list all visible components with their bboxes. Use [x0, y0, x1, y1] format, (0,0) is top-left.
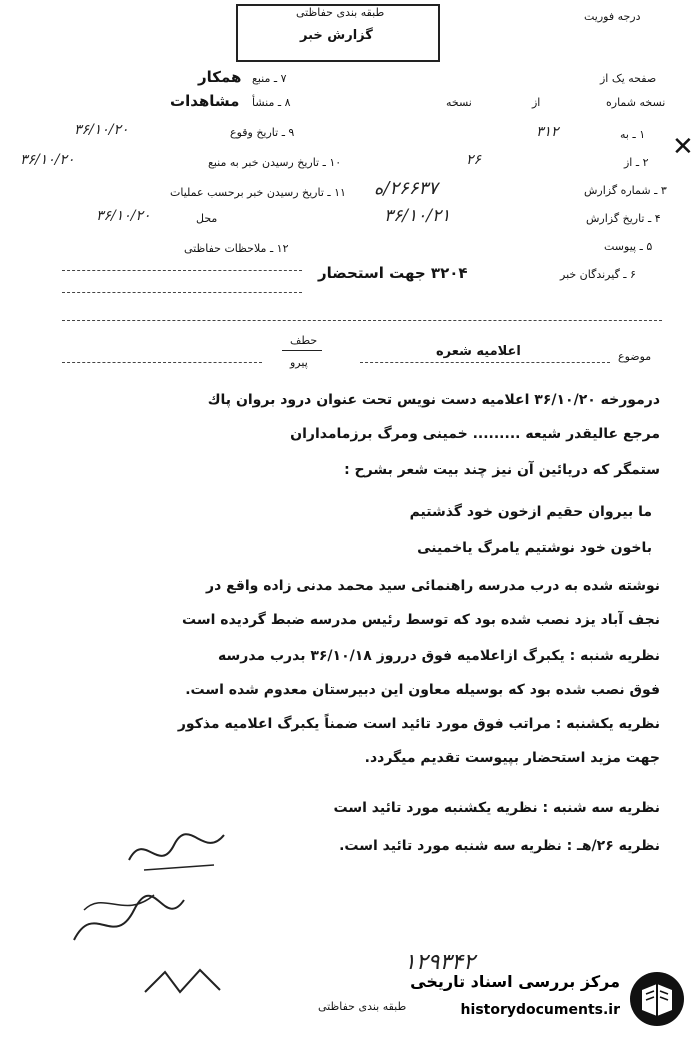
field-8-label: ۸ ـ منشأ: [252, 96, 291, 109]
field-3-value: ۲۶۶۳۷/ه: [374, 178, 438, 199]
body-line-6: نوشته شده به درب مدرسه راهنمائی سید محمد مدنی زاده واقع در: [206, 578, 660, 594]
archive-book-icon: [628, 970, 686, 1028]
body-line-9: فوق نصب شده بود که بوسیله معاون این دبیرستان معدوم شده است.: [185, 682, 660, 698]
field-11-value: ۳۶/۱۰/۲۰: [96, 208, 151, 224]
body-line-5: باخون خود نوشتیم یامرگ یاخمینی: [417, 540, 652, 556]
field-7-value: همکار: [198, 68, 242, 86]
rule-line: [360, 362, 610, 363]
field-6-label: ۶ ـ گیرندگان خبر: [560, 268, 636, 281]
rule-line: [62, 320, 662, 321]
field-10-value: ۳۶/۱۰/۲۰: [20, 152, 75, 168]
body-line-12: نظریه سه شنبه : نظریه یکشنبه مورد تائید است: [333, 800, 660, 816]
signature-scribble: [124, 820, 234, 880]
rule-line: [62, 362, 262, 363]
body-line-8: نظریه شنبه : یکبرگ ازاعلامیه فوق درروز ۳۶/۱۰/۱۸ بدرب مدرسه: [218, 648, 660, 664]
field-6-value: ۳۲۰۴ جهت استحضار: [318, 264, 468, 282]
watermark-url: historydocuments.ir: [460, 1002, 620, 1018]
page-count-label: صفحه یک از: [600, 72, 657, 85]
action-top: حطف: [290, 334, 318, 347]
form-title: گزارش خبر: [300, 28, 373, 43]
copy-word-label: نسخه: [446, 96, 472, 109]
field-2-value: ۲۶: [466, 152, 482, 168]
watermark-logo: [392, 966, 692, 1034]
body-line-11: جهت مزید استحضار بپیوست تقدیم میگردد.: [364, 750, 660, 766]
subject-label: موضوع: [618, 350, 652, 363]
body-line-10: نظریه یکشنبه : مراتب فوق مورد تائید است ضمناً یکبرگ اعلامیه مذکور: [177, 716, 660, 732]
document-number: ۱۲۹۳۴۲: [404, 950, 475, 975]
action-bottom: پیرو: [290, 356, 308, 369]
field-10-label: ۱۰ ـ تاریخ رسیدن خبر به منبع: [208, 156, 342, 169]
field-1-label: ۱ ـ به: [620, 128, 646, 141]
footer-classification: طبقه بندی حفاظتی: [318, 1000, 407, 1013]
rule-line: [62, 270, 302, 271]
margin-x-mark: ✕: [672, 132, 694, 162]
field-2-label: ۲ ـ از: [624, 156, 649, 169]
field-5-label: ۵ ـ پیوست: [604, 240, 653, 253]
field-12-label: ۱۲ ـ ملاحظات حفاظتی: [184, 242, 289, 255]
copy-of-label: از: [532, 96, 541, 109]
field-9-label: ۹ ـ تاریخ وقوع: [230, 126, 295, 139]
field-7-label: ۷ ـ منبع: [252, 72, 287, 85]
subject-value: اعلامیه شعره: [436, 344, 521, 359]
classification-top: طبقه بندی حفاظتی: [296, 6, 385, 19]
body-line-1: درمورخه ۳۶/۱۰/۲۰ اعلامیه دست نویس تحت عنوان درود بروان پاك: [207, 392, 660, 408]
body-line-7: نجف آباد یزد نصب شده بود که توسط رئیس مدرسه ضبط گردیده است: [182, 612, 660, 628]
copy-count-label: نسخه شماره: [606, 96, 666, 109]
body-line-13: نظریه ۲۶/هـ : نظریه سه شنبه مورد تائید است.: [339, 838, 660, 854]
field-3-label: ۳ ـ شماره گزارش: [584, 184, 667, 197]
field-11-place-label: محل: [196, 212, 218, 225]
signature-scribble: [64, 880, 194, 960]
field-1-value: ۳۱۲: [536, 124, 559, 140]
field-8-value: مشاهدات: [170, 92, 240, 110]
body-line-2: مرجع عالیقدر شیعه ......... خمینی ومرگ برزمامداران: [290, 426, 660, 442]
field-4-value: ۳۶/۱۰/۲۱: [384, 206, 451, 226]
field-11-label: ۱۱ ـ تاریخ رسیدن خبر برحسب عملیات: [170, 186, 346, 199]
action-divider: [282, 350, 322, 351]
field-9-value: ۳۶/۱۰/۲۰: [74, 122, 129, 138]
rule-line: [62, 292, 302, 293]
signature-scribble: [140, 962, 230, 1002]
body-line-4: ما بیروان حقیم ازخون خود گذشتیم: [409, 504, 652, 520]
watermark-title: مرکز بررسی اسناد تاریخی: [410, 972, 620, 991]
field-4-label: ۴ ـ تاریخ گزارش: [586, 212, 661, 225]
priority-label: درجه فوریت: [584, 10, 641, 23]
body-line-3: ستمگر که دریائین آن نیز چند بیت شعر بشرح :: [344, 462, 660, 478]
